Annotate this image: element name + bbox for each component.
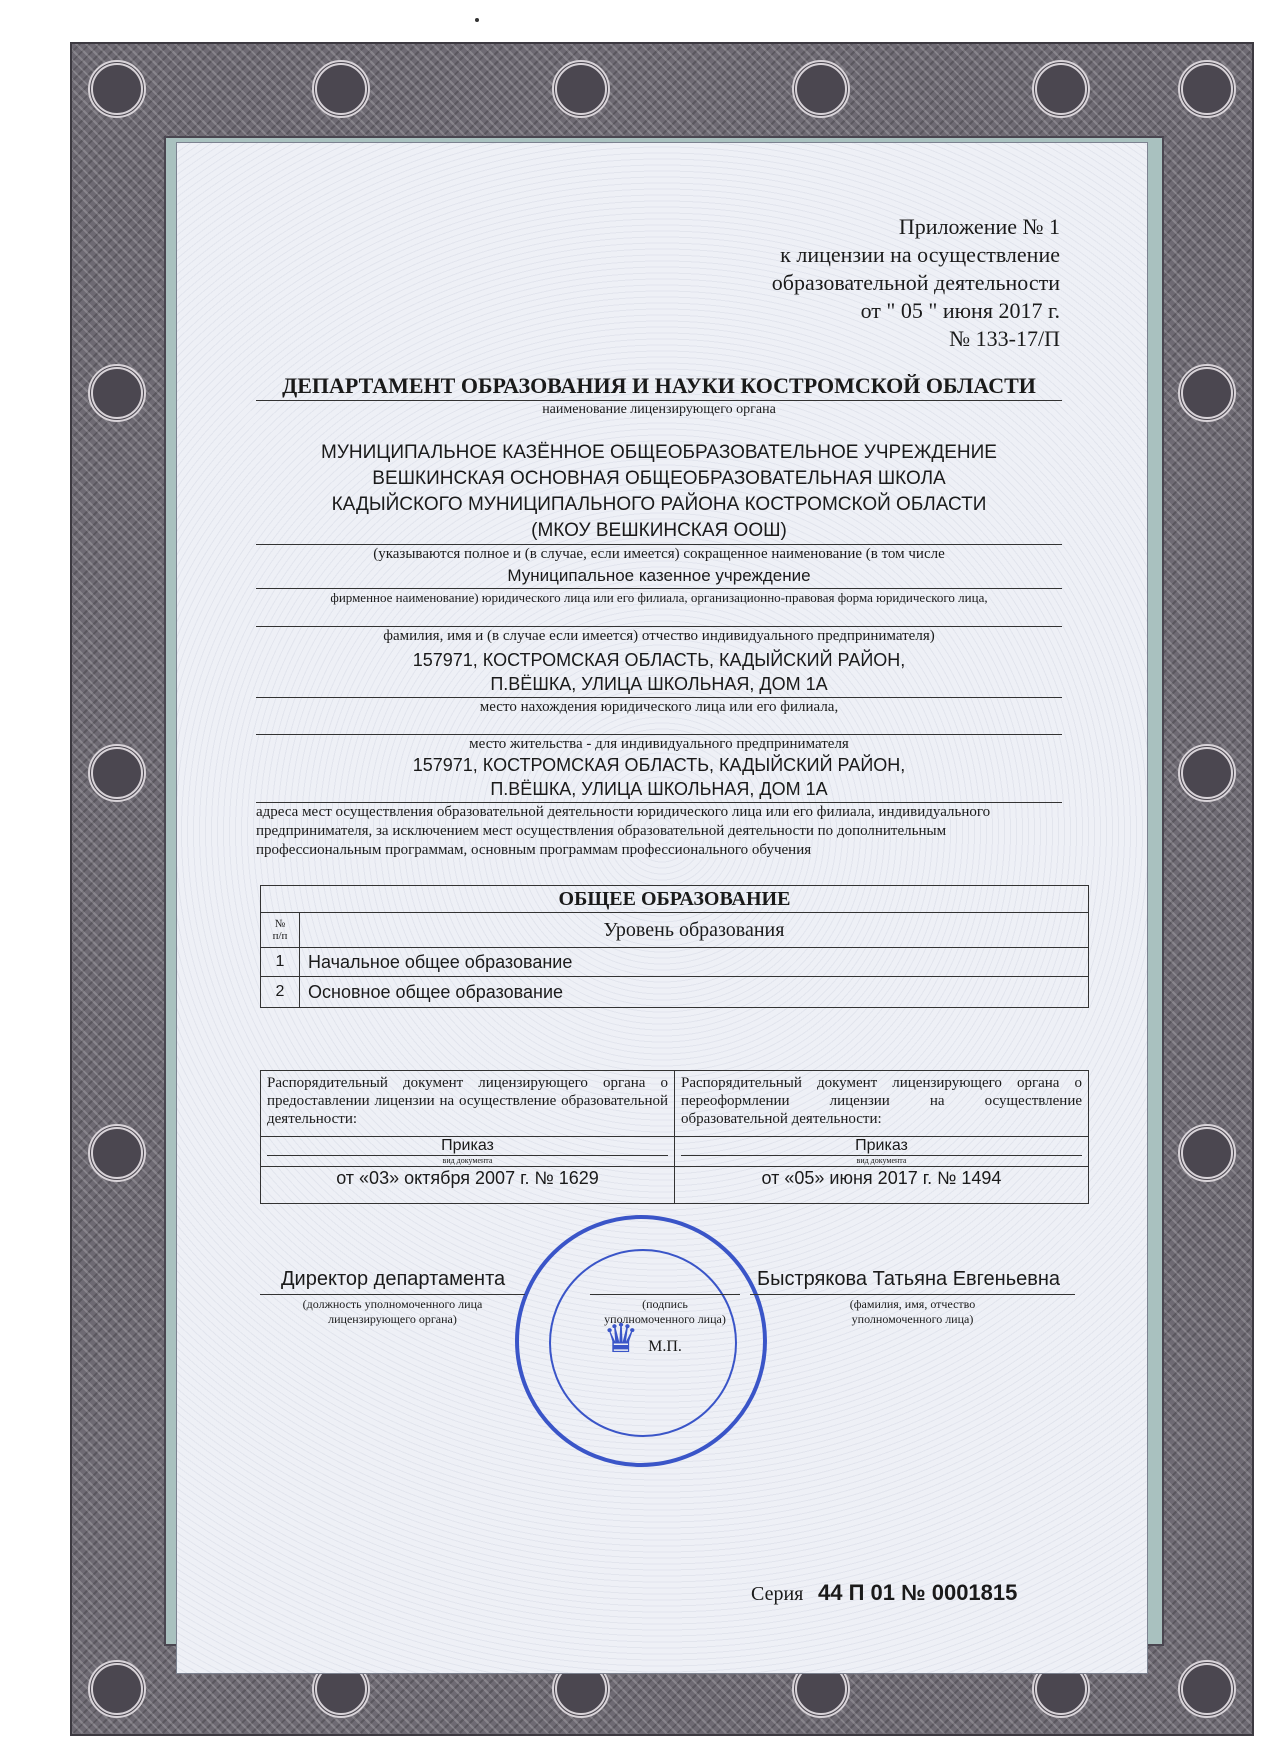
document-reference: от «03» октября 2007 г. № 1629 [261, 1167, 675, 1204]
documents-table [260, 1070, 1089, 1204]
organization-form: Муниципальное казенное учреждение [507, 566, 811, 585]
document-type-caption: вид документа [856, 1156, 907, 1165]
corner-ornament-icon [1178, 60, 1236, 118]
border-ornament-icon [552, 60, 610, 118]
education-level: Начальное общее образование [300, 948, 1089, 977]
border-ornament-icon [312, 60, 370, 118]
caption-line: адреса мест осуществления образовательной деятельности юридического лица или его филиала, индивидуального [256, 804, 991, 820]
divider [256, 626, 1062, 627]
border-ornament-icon [88, 744, 146, 802]
documents-type-row [261, 1137, 1089, 1167]
speck [475, 18, 479, 22]
column-header-number: № п/п [261, 913, 300, 948]
document-type-cell [675, 1137, 1089, 1167]
address-line: 157971, КОСТРОМСКАЯ ОБЛАСТЬ, КАДЫЙСКИЙ РАЙОН, [412, 650, 906, 670]
row-number: 2 [261, 977, 300, 1008]
column-header-level: Уровень образования [300, 913, 1089, 948]
signature-caption: уполномоченного лица) [604, 1312, 726, 1326]
document-reissue-cell [675, 1071, 1089, 1137]
signatory-name: Быстрякова Татьяна Евгеньевна [757, 1268, 1061, 1290]
border-ornament-icon [1178, 1124, 1236, 1182]
document-reference: от «05» июня 2017 г. № 1494 [675, 1167, 1089, 1204]
document-description: Распорядительный документ лицензирующего органа о переоформлении лицензии на осуществление образовательной деятельности: [681, 1075, 1082, 1127]
appendix-line: к лицензии на осуществление [780, 242, 1060, 267]
signature-line [590, 1294, 740, 1295]
name-caption: уполномоченного лица) [851, 1312, 974, 1326]
caption-line: профессиональным программам, основным программам профессионального обучения [256, 842, 812, 858]
organization-line: ВЕШКИНСКАЯ ОСНОВНАЯ ОБЩЕОБРАЗОВАТЕЛЬНАЯ ШКОЛА [372, 468, 946, 489]
coat-of-arms-icon: ♛ [603, 1316, 639, 1361]
caption-line: предпринимателя, за исключением мест осуществления образовательной деятельности по дополнительным [256, 823, 947, 839]
authority-name: ДЕПАРТАМЕНТ ОБРАЗОВАНИЯ И НАУКИ КОСТРОМСКОЙ ОБЛАСТИ [282, 373, 1036, 398]
divider [256, 588, 1062, 589]
signature-caption: (подпись [642, 1297, 688, 1311]
corner-ornament-icon [88, 60, 146, 118]
table-header-row [261, 913, 1089, 948]
divider [256, 697, 1062, 698]
document-type: Приказ [441, 1137, 494, 1154]
corner-ornament-icon [88, 1660, 146, 1718]
organization-line: КАДЫЙСКОГО МУНИЦИПАЛЬНОГО РАЙОНА КОСТРОМСКОЙ ОБЛАСТИ [331, 494, 987, 515]
location-caption: место жительства - для индивидуального предпринимателя [469, 736, 849, 752]
border-ornament-icon [792, 60, 850, 118]
table-row [261, 977, 1089, 1008]
table-title-row [261, 886, 1089, 913]
appendix-number: Приложение № 1 [898, 214, 1060, 239]
name-caption: (фамилия, имя, отчество [849, 1297, 976, 1311]
document-type: Приказ [855, 1137, 908, 1154]
divider [256, 400, 1062, 401]
divider [750, 1294, 1075, 1295]
document-issue-cell [261, 1071, 675, 1137]
border-ornament-icon [88, 1124, 146, 1182]
series-number: 44 П 01 № 0001815 [818, 1580, 1018, 1605]
activity-address-caption [256, 803, 1066, 860]
appendix-block [700, 213, 1060, 353]
corner-ornament-icon [1178, 1660, 1236, 1718]
border-ornament-icon [1032, 60, 1090, 118]
seal-place-mark: М.П. [648, 1338, 682, 1355]
border-ornament-icon [1178, 364, 1236, 422]
table-row [261, 948, 1089, 977]
appendix-line: образовательной деятельности [771, 270, 1060, 295]
location-caption: место нахождения юридического лица или его филиала, [479, 699, 839, 715]
documents-row [261, 1071, 1089, 1137]
address-line: П.ВЁШКА, УЛИЦА ШКОЛЬНАЯ, ДОМ 1А [490, 779, 828, 799]
divider [260, 1294, 525, 1295]
series-label: Серия [751, 1583, 804, 1605]
address-line: П.ВЁШКА, УЛИЦА ШКОЛЬНАЯ, ДОМ 1А [490, 674, 828, 694]
document-type-cell [261, 1137, 675, 1167]
position-caption: лицензирующего органа) [328, 1312, 457, 1326]
location-address [256, 648, 1062, 696]
education-table-title: ОБЩЕЕ ОБРАЗОВАНИЕ [261, 886, 1089, 913]
border-ornament-icon [88, 364, 146, 422]
documents-ref-row [261, 1167, 1089, 1204]
document-description: Распорядительный документ лицензирующего органа о предоставлении лицензии на осуществление образовательной деятельности: [267, 1075, 668, 1127]
organization-short-name: (МКОУ ВЕШКИНСКАЯ ООШ) [531, 520, 787, 541]
education-level: Основное общее образование [300, 977, 1089, 1008]
organization-caption: фирменное наименование) юридического лица или его филиала, организационно-правовая форма юридического лица, [330, 590, 988, 605]
education-table [260, 885, 1089, 1008]
appendix-license-number: № 133-17/П [949, 326, 1060, 351]
row-number: 1 [261, 948, 300, 977]
authority-caption: наименование лицензирующего органа [542, 402, 776, 417]
document-type-caption: вид документа [442, 1156, 493, 1165]
divider [256, 544, 1062, 545]
border-ornament-icon [1178, 744, 1236, 802]
divider [256, 734, 1062, 735]
appendix-date: от " 05 " июня 2017 г. [860, 298, 1060, 323]
signatory-position: Директор департамента [281, 1268, 506, 1290]
activity-address [256, 753, 1062, 801]
position-caption: (должность уполномоченного лица [302, 1297, 483, 1311]
organization-line: МУНИЦИПАЛЬНОЕ КАЗЁННОЕ ОБЩЕОБРАЗОВАТЕЛЬНОЕ УЧРЕЖДЕНИЕ [321, 442, 997, 463]
organization-caption: (указываются полное и (в случае, если имеется) сокращенное наименование (в том числе [373, 546, 945, 562]
address-line: 157971, КОСТРОМСКАЯ ОБЛАСТЬ, КАДЫЙСКИЙ РАЙОН, [412, 755, 906, 775]
organization-name [256, 440, 1062, 544]
organization-caption: фамилия, имя и (в случае если имеется) отчество индивидуального предпринимателя) [383, 628, 935, 644]
